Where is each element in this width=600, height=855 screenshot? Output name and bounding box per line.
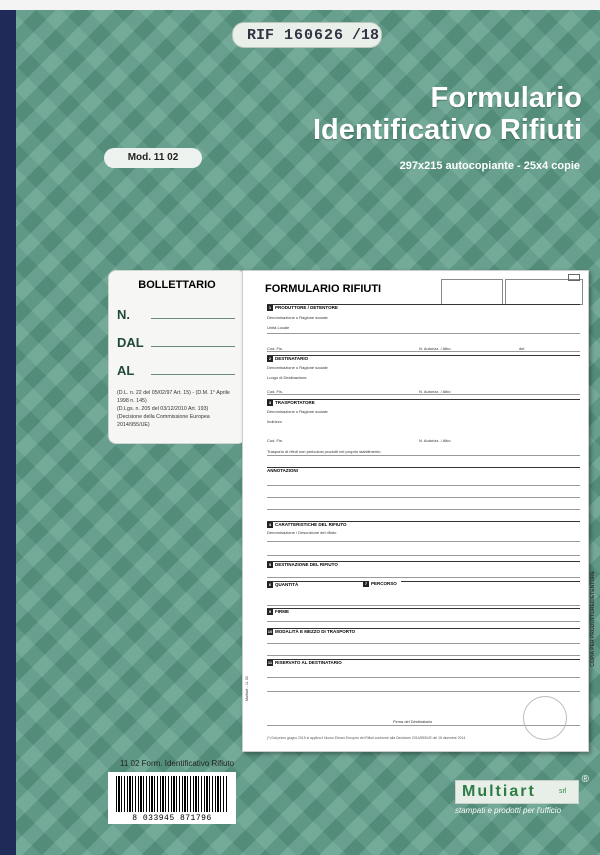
bollettario-heading: BOLLETTARIO [138, 279, 216, 291]
field-line [267, 643, 580, 644]
title-line-1: Formulario [430, 82, 582, 114]
label-cod-fis-1: Cod. Fis. [267, 346, 284, 351]
model-badge: Mod. 11 02 [104, 148, 202, 168]
field-line [267, 677, 580, 678]
note-2: (D.Lgs. n. 205 del 03/12/2010 Art. 193) [117, 406, 209, 412]
row-dal [117, 335, 235, 350]
barcode-digits: 8 033945 871796 [132, 814, 212, 823]
reference-label [232, 22, 382, 48]
field-line [267, 577, 580, 578]
form-title: FORMULARIO RIFIUTI [265, 283, 382, 295]
registered-mark: ® [581, 774, 589, 785]
field-line [267, 394, 580, 395]
barcode-bars [116, 776, 228, 812]
product-label: 11 02 Form. Identificativo Rifiuto [120, 759, 235, 768]
label-trasporto-note: Trasporto di rifiuti non pericolosi prodotti nel proprio stabilimento [267, 449, 381, 454]
field-line [267, 541, 580, 542]
copy-side-label: COPIA PER PRODUTTORE/DETENTORE [590, 571, 596, 667]
brand-logo [455, 774, 589, 820]
note-1: (D.L. n. 22 del 05/02/97 Art. 15) - (D.M. 1° Aprile 1998 n. 145) [117, 390, 230, 404]
stamp-circle [523, 696, 567, 740]
brand-name: Multiart [462, 783, 536, 800]
field-line [267, 605, 580, 606]
section-11: 11 RISERVATO AL DESTINATARIO [267, 659, 580, 660]
label-unita-locale: Unità Locale [267, 325, 290, 330]
field-line [267, 621, 580, 622]
section-5: 5 DESTINAZIONE DEL RIFIUTO [267, 561, 580, 562]
label-descrizione: Denominazione / Descrizione del rifiuto [267, 530, 337, 535]
barcode [108, 772, 236, 824]
label-cod-fis-3: Cod. Fis. [267, 438, 284, 443]
field-line [267, 497, 580, 498]
brand-tagline: stampati e prodotti per l'ufficio [455, 806, 562, 815]
section-annotazioni: ANNOTAZIONI [267, 467, 580, 468]
ref-suffix: /18 [352, 26, 380, 44]
note-3: (Decisione della Commissione Europea 2014/955/UE) [117, 414, 210, 428]
label-cod-fis-2: Cod. Fis. [267, 389, 284, 394]
ref-prefix: RIF [247, 26, 275, 44]
form-header-box-1 [441, 279, 503, 305]
section-3: 3 TRASPORTATORE [267, 399, 580, 400]
field-line [267, 555, 580, 556]
label-autoriz-2: N. Autorizz. / Albo [419, 389, 451, 394]
row-n-label: N. [117, 307, 130, 322]
ref-number: 160626 [284, 26, 345, 44]
bollettario-box [108, 270, 246, 444]
cover [16, 10, 600, 855]
section-6: 6 QUANTITÀ [267, 581, 580, 582]
form-footer: (*) Dal primo giugno 2015 si applica il Nuovo Elenco Europeo dei Rifiuti conforme alla Decisione 2014/955/UE del 18 dicembre 2014. [267, 736, 467, 740]
row-al-label: AL [117, 363, 135, 378]
label-autoriz-3: N. Autorizz. / Albo [419, 438, 451, 443]
label-denominazione-3: Denominazione o Ragione sociale [267, 409, 328, 414]
section-1: 1 PRODUTTORE / DETENTORE [267, 304, 580, 305]
label-firma-destinatario: Firma del Destinatario [393, 719, 433, 724]
form-corner-box [568, 274, 580, 281]
label-luogo: Luogo di Destinazione [267, 375, 307, 380]
title-line-2: Identificativo Rifiuti [312, 114, 582, 146]
cover-subtitle: 297x215 autocopiante - 25x4 copie [399, 160, 580, 172]
label-del-1: del [519, 346, 525, 351]
row-dal-label: DAL [117, 335, 144, 350]
section-9: 9 FIRME [267, 608, 580, 609]
field-line [267, 333, 580, 334]
legal-notes [117, 389, 239, 429]
brand-suffix: srl [559, 788, 567, 795]
section-10: 10 MODALITÀ E MEZZO DI TRASPORTO [267, 628, 580, 629]
sample-form: FORMULARIO RIFIUTI 1 PRODUTTORE / DETENTORE Denominazione o Ragione sociale Unità Locale Cod. Fis. N. Autorizz. / Albo del 2 DESTINATARIO Denominazione o Ragione sociale Luogo di Destinazione Cod. Fis. N. Autorizz. / Albo 3 TRASPORTATORE Denominazione o Ragione sociale Indirizzo Cod. Fis. N. Autorizz. / Albo Trasporto di rifiuti non pericolosi prodotti nel proprio stabilimento ANNOTAZIONI 4 CARATTERISTICHE DEL RIFIUTO Denominazione / Descrizione del rifiuto 5 DESTINAZIONE DEL RIFIUTO 6 QUANTITÀ 7 PERCORSO 9 FIRME 10 MODALITÀ E MEZZO DI TRASPORTO 11 RISERVATO AL DESTINATARIO Firma del Destinatario Multiart - 11 02 COPIA PER PRODUTTORE/DETENTORE (*) Dal primo giugno 2015 si applica il Nuovo Elenco Europeo dei Rifiuti conforme alla Decisione 2014/955/UE del 18 dicembre 2014. [242, 270, 589, 752]
row-al [117, 363, 235, 378]
row-n [117, 307, 235, 322]
multi-label: Multiart - 11 02 [245, 675, 249, 701]
label-indirizzo: Indirizzo [267, 419, 282, 424]
section-4: 4 CARATTERISTICHE DEL RIFIUTO [267, 521, 580, 522]
field-line [267, 691, 580, 692]
label-autoriz-1: N. Autorizz. / Albo [419, 346, 451, 351]
label-denominazione-2: Denominazione o Ragione sociale [267, 365, 328, 370]
form-header-box-2 [505, 279, 583, 305]
label-denominazione-1: Denominazione o Ragione sociale [267, 315, 328, 320]
field-line [267, 485, 580, 486]
cover-title [313, 82, 582, 146]
field-line [267, 655, 580, 656]
section-2: 2 DESTINATARIO [267, 355, 580, 356]
field-line [267, 509, 580, 510]
field-line [267, 351, 580, 352]
field-line [267, 455, 580, 456]
